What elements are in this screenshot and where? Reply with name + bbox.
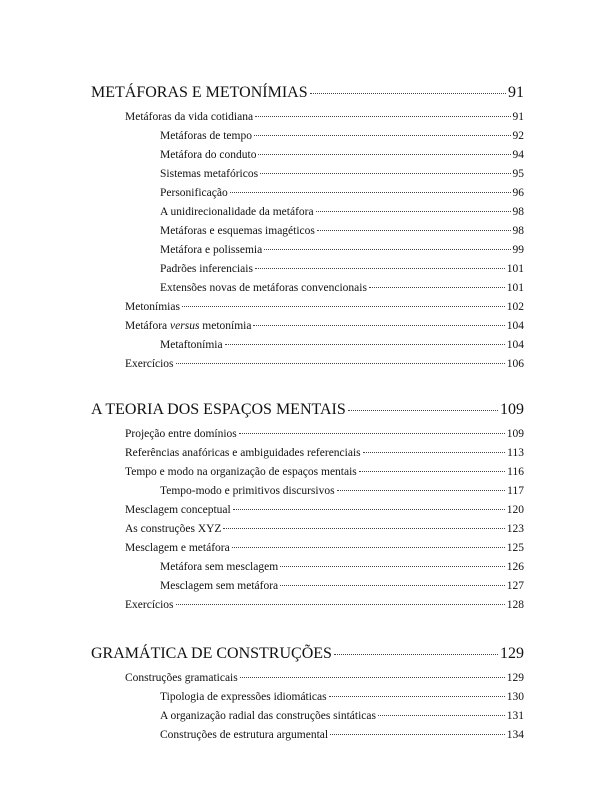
toc-entry [91, 279, 524, 298]
chapter-heading [91, 639, 524, 669]
entry-title: Mesclagem conceptual [125, 504, 231, 516]
dot-leader [317, 230, 511, 231]
page-number: 101 [506, 263, 524, 275]
toc-entry [91, 577, 524, 596]
entry-title: Exercícios [125, 358, 174, 370]
toc-entry [91, 298, 524, 317]
page-number: 117 [507, 485, 524, 497]
dot-leader [359, 471, 505, 472]
toc-entry [91, 669, 524, 688]
toc-entry [91, 241, 524, 260]
page-number: 104 [506, 320, 524, 332]
dot-leader [176, 604, 505, 605]
page-number: 99 [512, 244, 524, 256]
entry-title: Metáfora sem mesclagem [160, 561, 279, 573]
entry-title: Tipologia de expressões idiomáticas [160, 691, 327, 703]
dot-leader [337, 490, 506, 491]
toc-entry [91, 558, 524, 577]
toc-entry [91, 203, 524, 222]
dot-leader [280, 566, 505, 567]
toc-entry [91, 146, 524, 165]
dot-leader [239, 433, 505, 434]
page-number: 98 [512, 206, 524, 218]
dot-leader [329, 696, 505, 697]
page-number: 109 [500, 401, 524, 418]
dot-leader [253, 325, 504, 326]
page-number: 130 [506, 691, 524, 703]
toc-entry [91, 222, 524, 241]
page-number: 128 [506, 599, 524, 611]
entry-title: Extensões novas de metáforas convencionais [160, 282, 367, 294]
dot-leader [348, 410, 498, 411]
dot-leader [182, 306, 505, 307]
chapter-heading [91, 395, 524, 425]
entry-title: Sistemas metafóricos [160, 168, 259, 180]
entry-title: Mesclagem sem metáfora [160, 580, 279, 592]
entry-title: Padrões inferenciais [160, 263, 253, 275]
toc-entry [91, 127, 524, 146]
page-number: 106 [506, 358, 524, 370]
dot-leader [369, 287, 505, 288]
page-number: 98 [512, 225, 524, 237]
page-number: 116 [507, 466, 524, 478]
chapter-title: METÁFORAS E METONÍMIAS [91, 84, 308, 101]
dot-leader [233, 509, 505, 510]
chapter-heading [91, 78, 524, 108]
entry-title: Mesclagem e metáfora [125, 542, 230, 554]
entry-title: Metáfora versus metonímia [125, 320, 252, 332]
dot-leader [230, 192, 511, 193]
toc-entry [91, 444, 524, 463]
toc-entry [91, 336, 524, 355]
page-number: 95 [512, 168, 524, 180]
page-number: 96 [512, 187, 524, 199]
italic-term: versus [170, 320, 200, 332]
toc-entry [91, 317, 524, 336]
entry-title: A unidirecionalidade da metáfora [160, 206, 314, 218]
dot-leader [264, 249, 510, 250]
page-number: 126 [506, 561, 524, 573]
page-number: 131 [506, 710, 524, 722]
dot-leader [330, 734, 505, 735]
dot-leader [334, 654, 498, 655]
entry-title: Construções de estrutura argumental [160, 729, 329, 741]
dot-leader [260, 173, 510, 174]
page-number: 101 [506, 282, 524, 294]
page-number: 113 [507, 447, 524, 459]
dot-leader [258, 154, 510, 155]
dot-leader [310, 93, 506, 94]
dot-leader [254, 135, 511, 136]
entry-title: Metaftonímia [160, 339, 223, 351]
page-number: 104 [506, 339, 524, 351]
entry-title: Construções gramaticais [125, 672, 238, 684]
dot-leader [232, 547, 505, 548]
dot-leader [378, 715, 505, 716]
toc-entry [91, 425, 524, 444]
table-of-contents [91, 78, 524, 745]
chapter-title: A TEORIA DOS ESPAÇOS MENTAIS [91, 401, 346, 418]
toc-entry [91, 482, 524, 501]
entry-title: Metáforas da vida cotidiana [125, 111, 254, 123]
page-number: 109 [506, 428, 524, 440]
page-number: 134 [506, 729, 524, 741]
entry-title: Tempo-modo e primitivos discursivos [160, 485, 335, 497]
toc-entry [91, 539, 524, 558]
entry-title: Metáforas de tempo [160, 130, 252, 142]
dot-leader [176, 363, 505, 364]
entry-title: Projeção entre domínios [125, 428, 237, 440]
page-number: 102 [506, 301, 524, 313]
chapter-title: GRAMÁTICA DE CONSTRUÇÕES [91, 645, 332, 662]
page-number: 91 [508, 84, 524, 101]
entry-title: Metonímias [125, 301, 180, 313]
page-number: 91 [512, 111, 524, 123]
toc-entry [91, 184, 524, 203]
entry-title: Metáfora e polissemia [160, 244, 263, 256]
toc-entry [91, 501, 524, 520]
dot-leader [280, 585, 505, 586]
entry-title: Tempo e modo na organização de espaços mentais [125, 466, 357, 478]
toc-entry [91, 355, 524, 374]
entry-title: Metáfora do conduto [160, 149, 257, 161]
entry-title: A organização radial das construções sintáticas [160, 710, 376, 722]
page-number: 92 [512, 130, 524, 142]
entry-title: Exercícios [125, 599, 174, 611]
dot-leader [255, 268, 505, 269]
page-number: 123 [506, 523, 524, 535]
toc-entry [91, 688, 524, 707]
toc-entry [91, 520, 524, 539]
toc-entry [91, 726, 524, 745]
dot-leader [316, 211, 511, 212]
toc-entry [91, 596, 524, 615]
entry-title: As construções XYZ [125, 523, 222, 535]
entry-title: Metáforas e esquemas imagéticos [160, 225, 315, 237]
page-number: 129 [506, 672, 524, 684]
dot-leader [225, 344, 505, 345]
page-number: 129 [500, 645, 524, 662]
page-number: 94 [512, 149, 524, 161]
spacer [91, 374, 524, 395]
toc-entry [91, 260, 524, 279]
dot-leader [223, 528, 504, 529]
entry-title: Personificação [160, 187, 228, 199]
toc-entry [91, 165, 524, 184]
dot-leader [240, 677, 505, 678]
toc-entry [91, 707, 524, 726]
page-number: 127 [506, 580, 524, 592]
toc-entry [91, 108, 524, 127]
dot-leader [363, 452, 506, 453]
toc-entry [91, 463, 524, 482]
page-number: 120 [506, 504, 524, 516]
dot-leader [255, 116, 510, 117]
page-number: 125 [506, 542, 524, 554]
spacer [91, 615, 524, 639]
entry-title: Referências anafóricas e ambiguidades referenciais [125, 447, 361, 459]
